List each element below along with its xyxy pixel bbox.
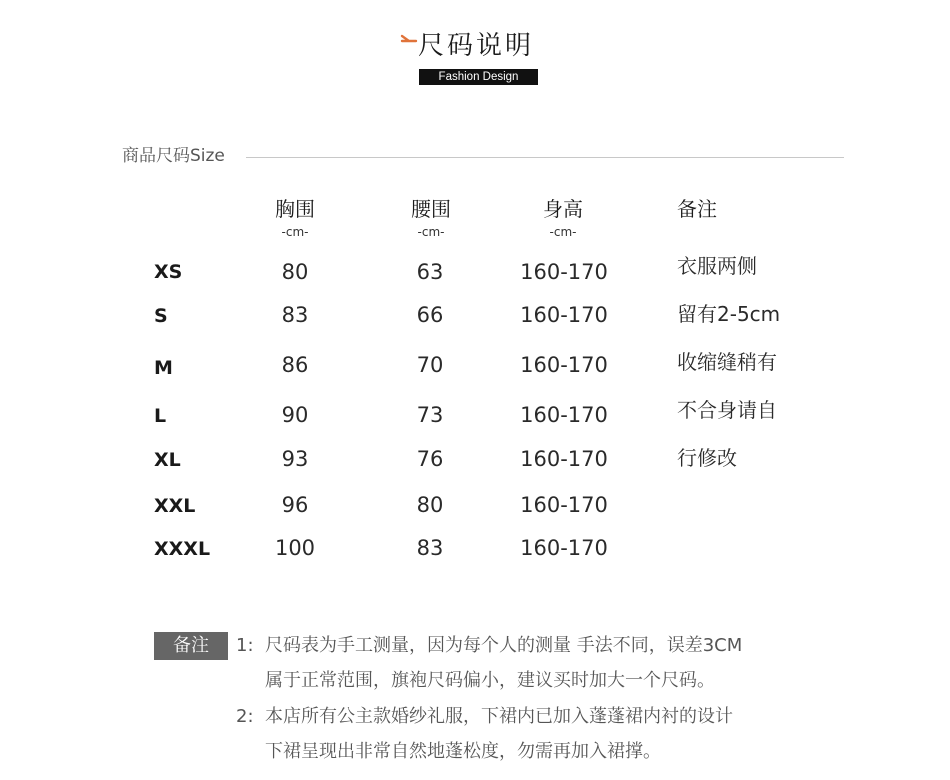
notes-badge: 备注 — [154, 632, 228, 660]
table-cell-chest: 96 — [281, 493, 309, 517]
column-header-remark: 备注 — [677, 197, 717, 221]
column-header-height: 身高 — [543, 197, 583, 221]
table-cell-waist: 83 — [416, 536, 444, 560]
column-header-chest: 胸围 — [275, 197, 315, 221]
size-label: XL — [154, 449, 181, 471]
page-subtitle: Fashion Design — [419, 69, 538, 85]
remark-text: 衣服两侧 — [677, 254, 757, 278]
table-cell-height: 160-170 — [520, 447, 608, 471]
column-unit-height: -cm- — [549, 225, 577, 239]
note-text: 属于正常范围，旗袍尺码偏小，建议买时加大一个尺码。 — [265, 670, 715, 691]
remark-text: 行修改 — [677, 446, 737, 470]
note-text: 下裙呈现出非常自然地蓬松度，勿需再加入裙撑。 — [265, 741, 661, 762]
size-label: M — [154, 357, 173, 379]
table-cell-waist: 80 — [416, 493, 444, 517]
table-cell-waist: 73 — [416, 403, 444, 427]
size-label: XXL — [154, 495, 196, 517]
note-number: 1: — [236, 635, 254, 656]
table-cell-height: 160-170 — [520, 260, 608, 284]
table-cell-height: 160-170 — [520, 403, 608, 427]
column-unit-chest: -cm- — [281, 225, 309, 239]
note-text: 尺码表为手工测量，因为每个人的测量 手法不同，误差3CM — [265, 635, 743, 656]
column-header-waist: 腰围 — [411, 197, 451, 221]
note-number: 2: — [236, 706, 254, 727]
remark-text: 收缩缝稍有 — [677, 350, 777, 374]
column-unit-waist: -cm- — [417, 225, 445, 239]
remark-text: 留有2-5cm — [677, 302, 781, 326]
table-cell-waist: 76 — [416, 447, 444, 471]
table-cell-waist: 63 — [416, 260, 444, 284]
table-cell-height: 160-170 — [520, 493, 608, 517]
table-cell-waist: 70 — [416, 353, 444, 377]
table-cell-height: 160-170 — [520, 303, 608, 327]
section-label: 商品尺码Size — [122, 146, 225, 166]
table-cell-height: 160-170 — [520, 353, 608, 377]
table-cell-waist: 66 — [416, 303, 444, 327]
table-cell-chest: 90 — [281, 403, 309, 427]
table-cell-chest: 86 — [281, 353, 309, 377]
title-accent-icon — [400, 34, 418, 48]
size-label: XS — [154, 261, 183, 283]
table-cell-height: 160-170 — [520, 536, 608, 560]
table-cell-chest: 80 — [281, 260, 309, 284]
table-cell-chest: 83 — [281, 303, 309, 327]
section-divider — [246, 157, 844, 158]
table-cell-chest: 100 — [274, 536, 316, 560]
table-cell-chest: 93 — [281, 447, 309, 471]
page-title: 尺码说明 — [418, 31, 535, 61]
size-label: XXXL — [154, 538, 211, 560]
size-label: L — [154, 405, 167, 427]
note-text: 本店所有公主款婚纱礼服，下裙内已加入蓬蓬裙内衬的设计 — [265, 706, 733, 727]
remark-text: 不合身请自 — [677, 398, 777, 422]
size-label: S — [154, 305, 168, 327]
